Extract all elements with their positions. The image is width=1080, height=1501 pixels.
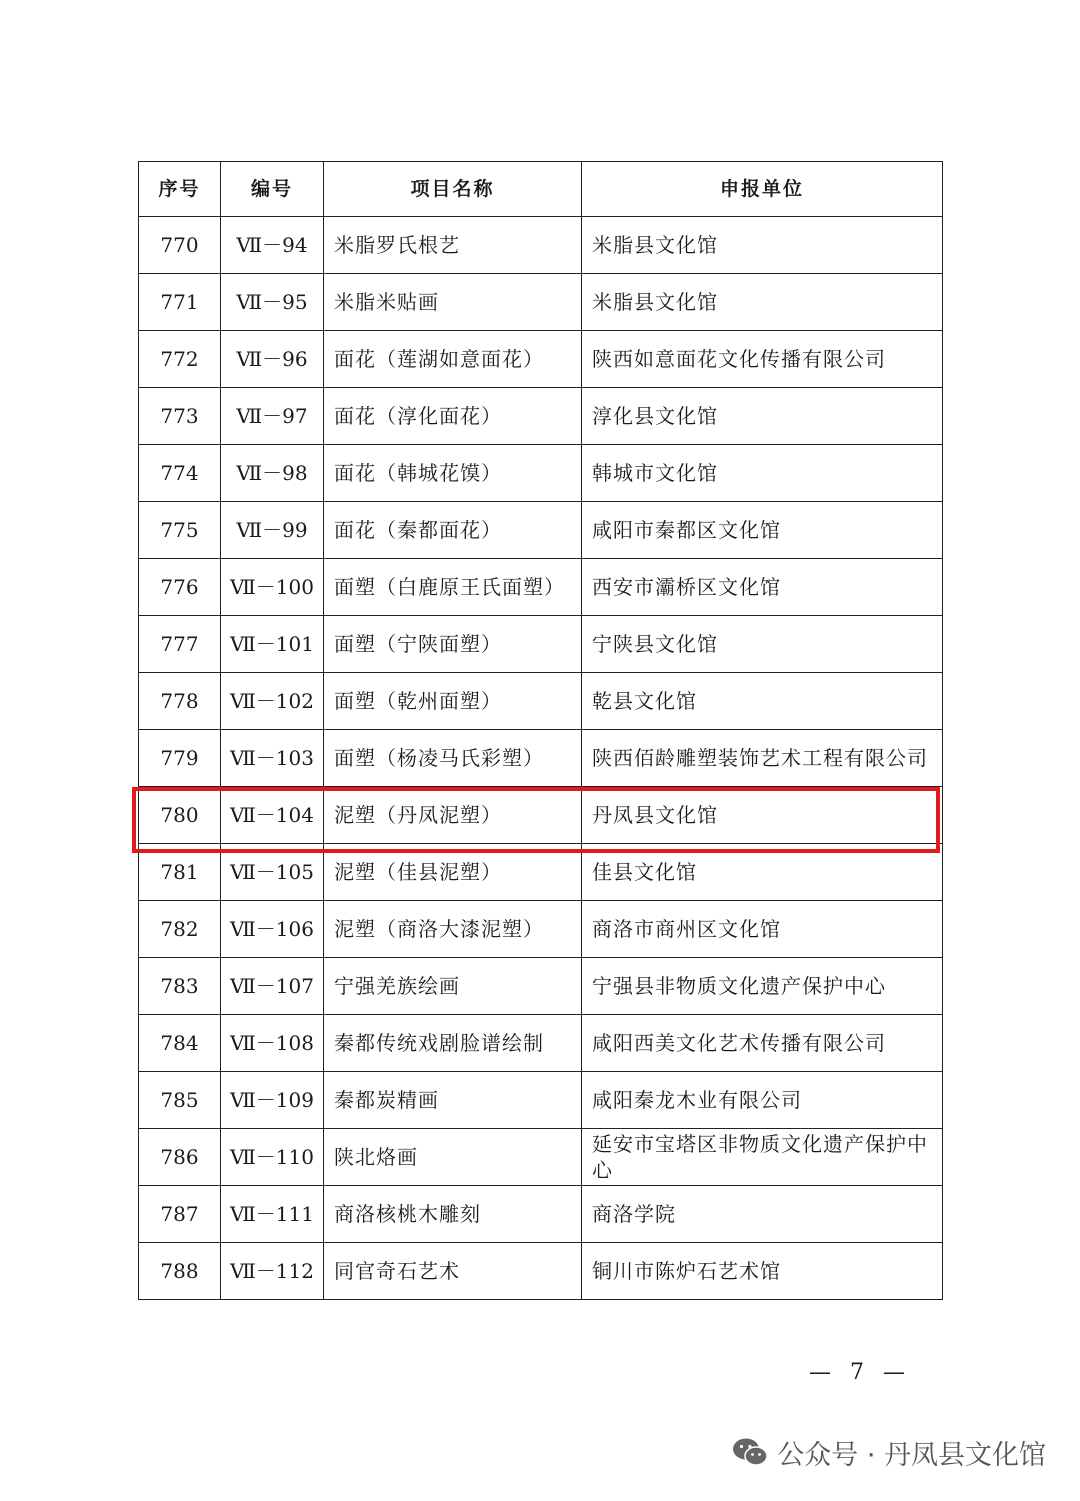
cell-seq: 774 xyxy=(139,445,221,502)
cell-seq: 772 xyxy=(139,331,221,388)
watermark-text: 公众号 · 丹凤县文化馆 xyxy=(777,1439,1046,1471)
cell-seq: 773 xyxy=(139,388,221,445)
cell-seq: 784 xyxy=(139,1015,221,1072)
cell-applicant-unit: 米脂县文化馆 xyxy=(582,274,943,331)
table-row xyxy=(139,274,943,331)
cell-seq: 780 xyxy=(139,787,221,844)
cell-applicant-unit: 宁强县非物质文化遗产保护中心 xyxy=(582,958,943,1015)
cell-project-name: 面花（韩城花馍） xyxy=(324,445,582,502)
cell-seq: 787 xyxy=(139,1186,221,1243)
cell-seq: 778 xyxy=(139,673,221,730)
cell-applicant-unit: 商洛学院 xyxy=(582,1186,943,1243)
cell-code: Ⅶ－112 xyxy=(221,1243,324,1300)
cell-seq: 775 xyxy=(139,502,221,559)
cell-project-name: 泥塑（丹凤泥塑） xyxy=(324,787,582,844)
heritage-project-table xyxy=(138,161,943,1300)
cell-project-name: 米脂罗氏根艺 xyxy=(324,217,582,274)
cell-applicant-unit: 西安市灞桥区文化馆 xyxy=(582,559,943,616)
cell-project-name: 面花（秦都面花） xyxy=(324,502,582,559)
cell-seq: 782 xyxy=(139,901,221,958)
table-row xyxy=(139,331,943,388)
table-row xyxy=(139,901,943,958)
cell-project-name: 面花（莲湖如意面花） xyxy=(324,331,582,388)
cell-code: Ⅶ－101 xyxy=(221,616,324,673)
cell-seq: 771 xyxy=(139,274,221,331)
cell-applicant-unit: 淳化县文化馆 xyxy=(582,388,943,445)
header-project-name: 项目名称 xyxy=(324,162,582,217)
table-row xyxy=(139,445,943,502)
cell-seq: 781 xyxy=(139,844,221,901)
cell-code: Ⅶ－96 xyxy=(221,331,324,388)
table-row xyxy=(139,616,943,673)
cell-seq: 785 xyxy=(139,1072,221,1129)
cell-code: Ⅶ－97 xyxy=(221,388,324,445)
cell-applicant-unit: 佳县文化馆 xyxy=(582,844,943,901)
cell-seq: 783 xyxy=(139,958,221,1015)
table-row xyxy=(139,388,943,445)
cell-code: Ⅶ－105 xyxy=(221,844,324,901)
cell-applicant-unit: 咸阳西美文化艺术传播有限公司 xyxy=(582,1015,943,1072)
cell-seq: 788 xyxy=(139,1243,221,1300)
cell-code: Ⅶ－110 xyxy=(221,1129,324,1186)
cell-applicant-unit: 乾县文化馆 xyxy=(582,673,943,730)
cell-project-name: 秦都炭精画 xyxy=(324,1072,582,1129)
cell-applicant-unit: 延安市宝塔区非物质文化遗产保护中心 xyxy=(582,1129,943,1186)
watermark xyxy=(731,1432,1046,1472)
table-row xyxy=(139,502,943,559)
cell-code: Ⅶ－107 xyxy=(221,958,324,1015)
table-row xyxy=(139,559,943,616)
cell-code: Ⅶ－99 xyxy=(221,502,324,559)
cell-applicant-unit: 商洛市商州区文化馆 xyxy=(582,901,943,958)
cell-project-name: 宁强羌族绘画 xyxy=(324,958,582,1015)
table-row xyxy=(139,1129,943,1186)
table-header-row xyxy=(139,162,943,217)
header-seq: 序号 xyxy=(139,162,221,217)
cell-project-name: 秦都传统戏剧脸谱绘制 xyxy=(324,1015,582,1072)
page-number: — 7 — xyxy=(809,1360,911,1385)
cell-project-name: 泥塑（商洛大漆泥塑） xyxy=(324,901,582,958)
table-row xyxy=(139,1186,943,1243)
cell-project-name: 面塑（乾州面塑） xyxy=(324,673,582,730)
cell-code: Ⅶ－109 xyxy=(221,1072,324,1129)
cell-seq: 786 xyxy=(139,1129,221,1186)
table-row xyxy=(139,1072,943,1129)
cell-seq: 779 xyxy=(139,730,221,787)
cell-code: Ⅶ－108 xyxy=(221,1015,324,1072)
cell-seq: 777 xyxy=(139,616,221,673)
table-row xyxy=(139,730,943,787)
cell-applicant-unit: 陕西如意面花文化传播有限公司 xyxy=(582,331,943,388)
cell-project-name: 面塑（宁陕面塑） xyxy=(324,616,582,673)
cell-project-name: 面花（淳化面花） xyxy=(324,388,582,445)
table-row xyxy=(139,1243,943,1300)
cell-code: Ⅶ－106 xyxy=(221,901,324,958)
cell-code: Ⅶ－103 xyxy=(221,730,324,787)
cell-applicant-unit: 陕西佰龄雕塑装饰艺术工程有限公司 xyxy=(582,730,943,787)
cell-applicant-unit: 韩城市文化馆 xyxy=(582,445,943,502)
cell-code: Ⅶ－100 xyxy=(221,559,324,616)
cell-code: Ⅶ－104 xyxy=(221,787,324,844)
header-applicant-unit: 申报单位 xyxy=(582,162,943,217)
cell-applicant-unit: 铜川市陈炉石艺术馆 xyxy=(582,1243,943,1300)
cell-code: Ⅶ－111 xyxy=(221,1186,324,1243)
cell-seq: 770 xyxy=(139,217,221,274)
table-row xyxy=(139,958,943,1015)
cell-code: Ⅶ－102 xyxy=(221,673,324,730)
table-body xyxy=(139,217,943,1300)
cell-project-name: 米脂米贴画 xyxy=(324,274,582,331)
cell-project-name: 面塑（白鹿原王氏面塑） xyxy=(324,559,582,616)
cell-code: Ⅶ－94 xyxy=(221,217,324,274)
table-row xyxy=(139,217,943,274)
cell-project-name: 商洛核桃木雕刻 xyxy=(324,1186,582,1243)
cell-applicant-unit: 米脂县文化馆 xyxy=(582,217,943,274)
cell-applicant-unit: 宁陕县文化馆 xyxy=(582,616,943,673)
header-code: 编号 xyxy=(221,162,324,217)
table-row xyxy=(139,673,943,730)
cell-project-name: 陕北烙画 xyxy=(324,1129,582,1186)
cell-project-name: 泥塑（佳县泥塑） xyxy=(324,844,582,901)
cell-code: Ⅶ－98 xyxy=(221,445,324,502)
table-row xyxy=(139,1015,943,1072)
cell-project-name: 同官奇石艺术 xyxy=(324,1243,582,1300)
cell-seq: 776 xyxy=(139,559,221,616)
table-row-highlighted xyxy=(139,787,943,844)
cell-applicant-unit: 咸阳市秦都区文化馆 xyxy=(582,502,943,559)
table-row xyxy=(139,844,943,901)
wechat-icon xyxy=(731,1436,769,1468)
cell-project-name: 面塑（杨凌马氏彩塑） xyxy=(324,730,582,787)
cell-applicant-unit: 丹凤县文化馆 xyxy=(582,787,943,844)
cell-code: Ⅶ－95 xyxy=(221,274,324,331)
cell-applicant-unit: 咸阳秦龙木业有限公司 xyxy=(582,1072,943,1129)
